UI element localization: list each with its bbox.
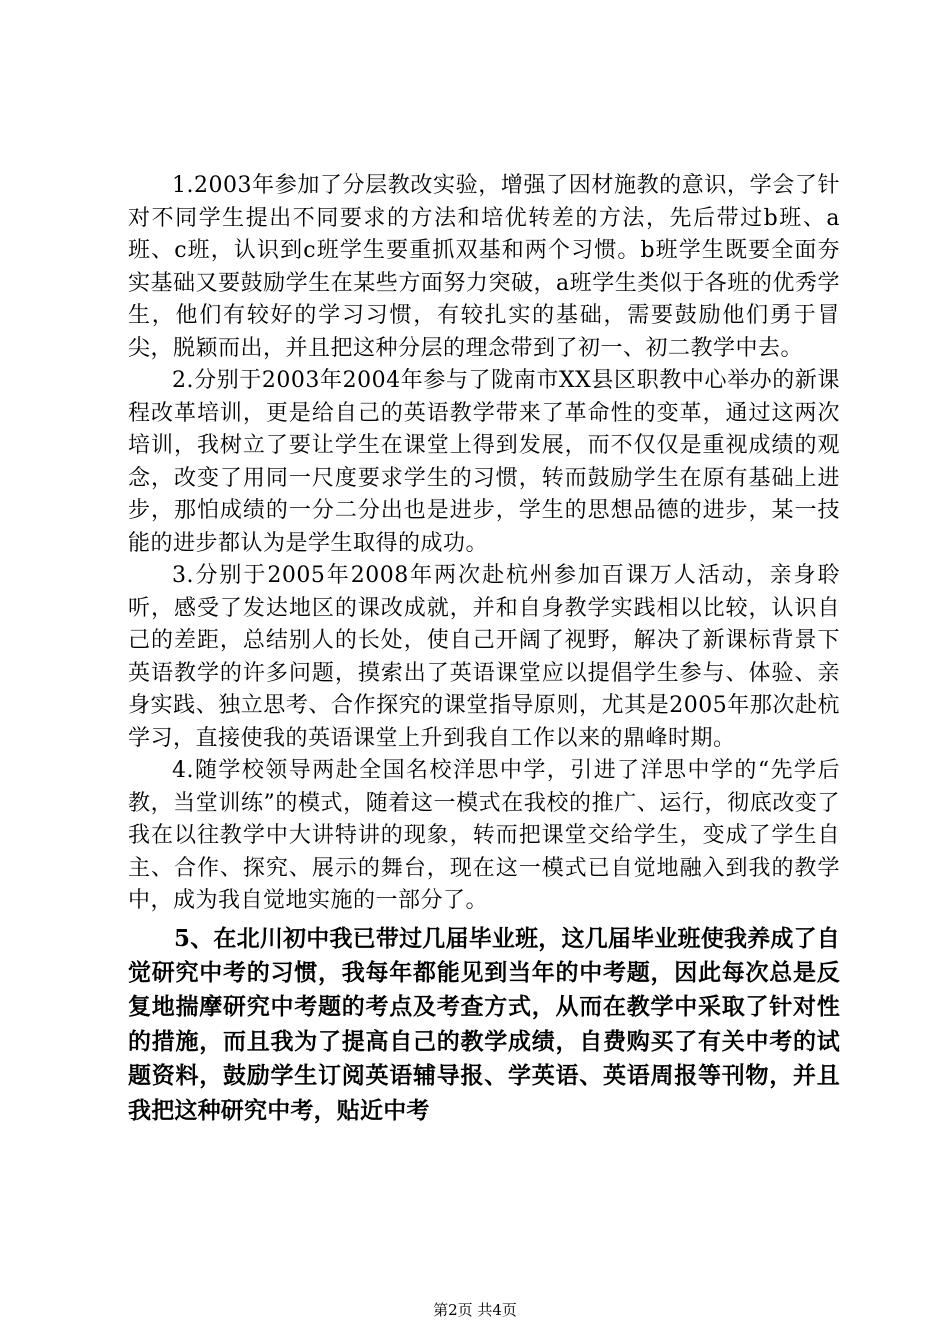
paragraph-5: 5、在北川初中我已带过几届毕业班，这几届毕业班使我养成了自觉研究中考的习惯，我每年都能见到当年的中考题，因此每次总是反复地揣摩研究中考题的考点及考查方式，从而在教学中采取了针对性的措施，而且我为了提高自己的教学成绩，自费购买了有关中考的试题资料，鼓励学生订阅英语辅导报、学英语、英语周报等刊物，并且我把这种研究中考，贴近中考: [128, 924, 840, 1124]
paragraph-4: 4.随学校领导两赴全国名校洋思中学，引进了洋思中学的“先学后教，当堂训练”的模式，随着这一模式在我校的推广、运行，彻底改变了我在以往教学中大讲特讲的现象，转而把课堂交给学生，变成了学生自主、合作、探究、展示的舞台，现在这一模式已自觉地融入到我的教学中，成为我自觉地实施的一部分了。: [128, 758, 840, 913]
body-text: [128, 170, 840, 1128]
paragraph-1: 1.2003年参加了分层教改实验，增强了因材施教的意识，学会了针对不同学生提出不同要求的方法和培优转差的方法，先后带过b班、a班、c班，认识到c班学生要重抓双基和两个习惯。b班学生既要全面夯实基础又要鼓励学生在某些方面努力突破，a班学生类似于各班的优秀学生，他们有较好的学习习惯，有较扎实的基础，需要鼓励他们勇于冒尖，脱颖而出，并且把这种分层的理念带到了初一、初二教学中去。: [128, 173, 840, 361]
paragraph-2: 2.分别于2003年2004年参与了陇南市XX县区职教中心举办的新课程改革培训，更是给自己的英语教学带来了革命性的变革，通过这两次培训，我树立了要让学生在课堂上得到发展，而不仅仅是重视成绩的观念，改变了用同一尺度要求学生的习惯，转而鼓励学生在原有基础上进步，那怕成绩的一分二分出也是进步，学生的思想品德的进步，某一技能的进步都认为是学生取得的成功。: [128, 368, 840, 556]
paragraph-3: 3.分别于2005年2008年两次赴杭州参加百课万人活动，亲身聆听，感受了发达地区的课改成就，并和自身教学实践相以比较，认识自己的差距，总结别人的长处，使自己开阔了视野，解决了新课标背景下英语教学的许多问题，摸索出了英语课堂应以提倡学生参与、体验、亲身实践、独立思考、合作探究的课堂指导原则，尤其是2005年那次赴杭学习，直接使我的英语课堂上升到我自工作以来的鼎峰时期。: [128, 563, 840, 751]
page-footer: 第2页 共4页: [433, 1301, 517, 1319]
